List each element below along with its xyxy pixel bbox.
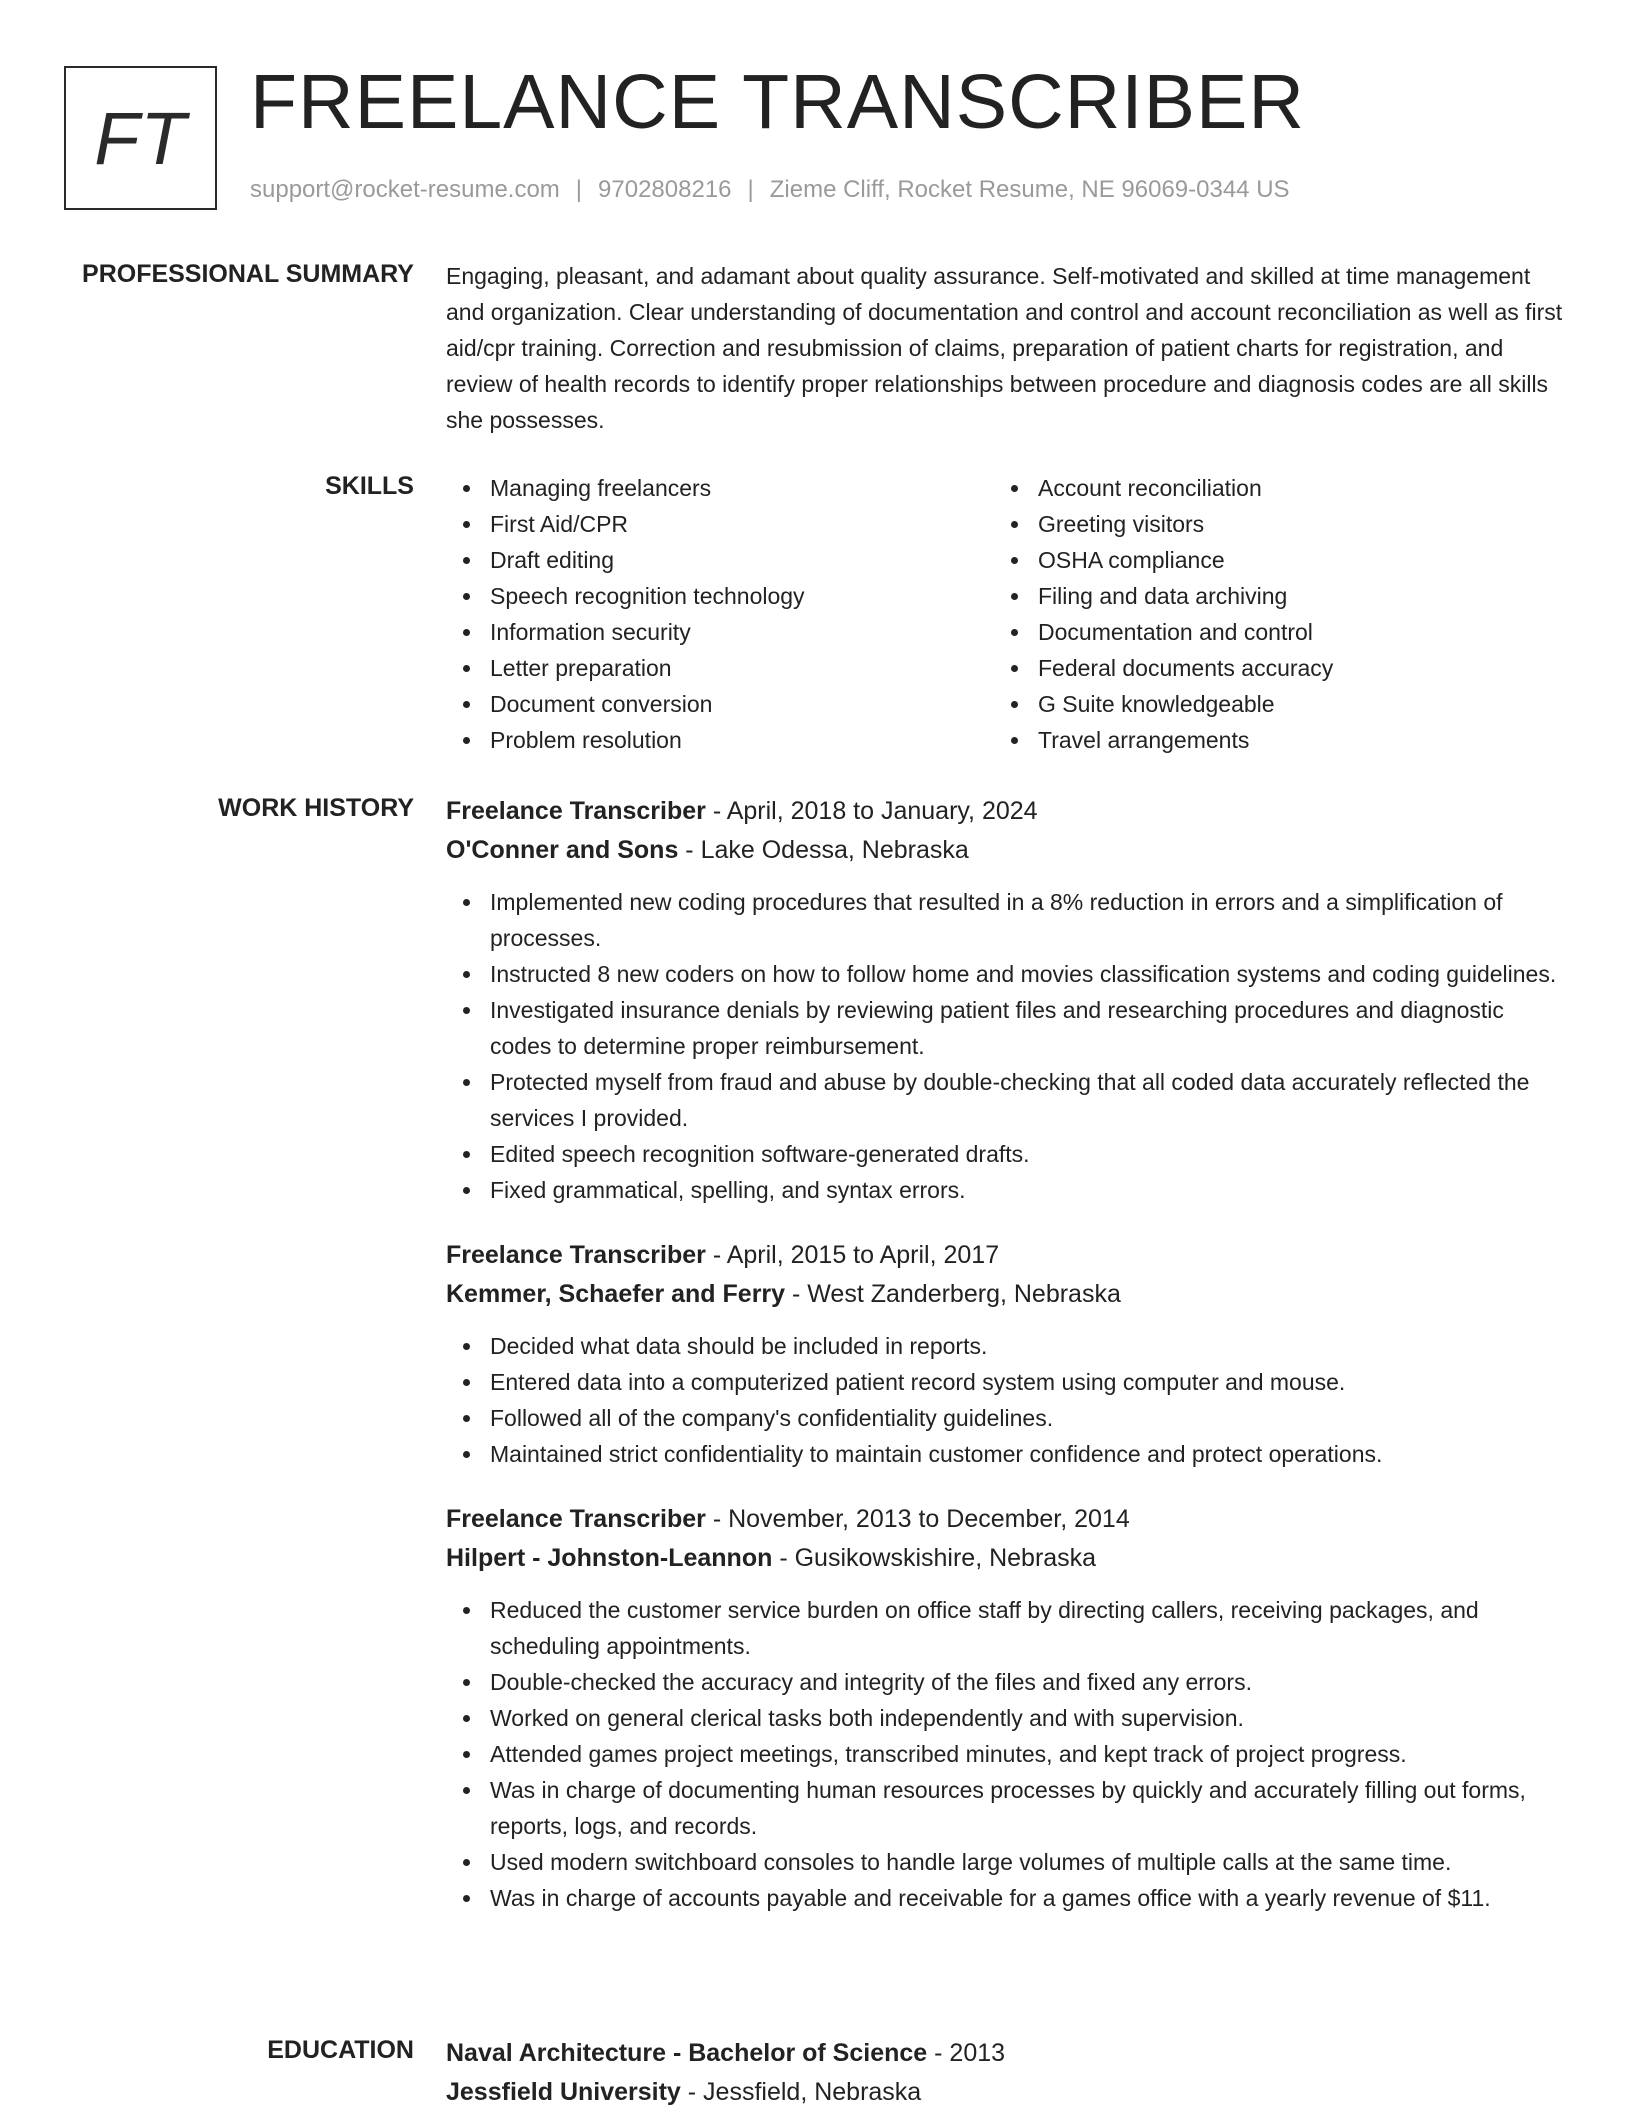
job-bullet: Investigated insurance denials by reviewing patient files and researching procedures and diagnostic codes to determine proper reimbursement. [446,992,1564,1064]
work-history-body [446,792,1564,1916]
job-location: - West Zanderberg, Nebraska [785,1280,1121,1308]
skill-item: Filing and data archiving [994,578,1542,614]
job-company: Hilpert - Johnston-Leannon [446,1544,773,1572]
section-heading-skills: SKILLS [325,472,414,500]
skill-item: Speech recognition technology [446,578,994,614]
contact-phone: 9702808216 [598,176,732,203]
section-heading-summary: PROFESSIONAL SUMMARY [82,260,414,288]
job-bullet: Worked on general clerical tasks both independently and with supervision. [446,1700,1564,1736]
skill-item: Draft editing [446,542,994,578]
job-bullet: Was in charge of documenting human resources processes by quickly and accurately filling out forms, reports, logs, and records. [446,1772,1564,1844]
skill-item: Federal documents accuracy [994,650,1542,686]
job-bullet: Entered data into a computerized patient record system using computer and mouse. [446,1364,1564,1400]
job-bullet: Protected myself from fraud and abuse by double-checking that all coded data accurately reflected the services I provided. [446,1064,1564,1136]
contact-line [250,176,1290,204]
job-bullet: Was in charge of accounts payable and receivable for a games office with a yearly revenue of $11. [446,1880,1564,1916]
job-company-line [446,1275,1564,1314]
skills-column-right [994,470,1542,758]
skill-item: Documentation and control [994,614,1542,650]
degree: Naval Architecture - Bachelor of Science [446,2039,928,2067]
job-title-line [446,1500,1564,1539]
school-name: Jessfield University [446,2078,681,2106]
job-bullet: Attended games project meetings, transcribed minutes, and kept track of project progress. [446,1736,1564,1772]
skills-column-left [446,470,994,758]
job-dates: - November, 2013 to December, 2014 [705,1505,1130,1533]
job-bullet: Fixed grammatical, spelling, and syntax errors. [446,1172,1564,1208]
job-bullet: Instructed 8 new coders on how to follow home and movies classification systems and coding guidelines. [446,956,1564,992]
skill-item: Problem resolution [446,722,994,758]
school-line [446,2073,1564,2112]
monogram-box [64,66,217,210]
section-heading-education: EDUCATION [267,2036,414,2064]
job-bullet: Edited speech recognition software-generated drafts. [446,1136,1564,1172]
job-location: - Gusikowskishire, Nebraska [772,1544,1097,1572]
job-bullet: Decided what data should be included in reports. [446,1328,1564,1364]
contact-separator: | [575,176,583,203]
job-entry [446,1500,1564,1916]
education-body [446,2034,1564,2112]
job-dates: - April, 2015 to April, 2017 [705,1241,1000,1269]
job-location: - Lake Odessa, Nebraska [678,836,969,864]
job-bullets [446,1592,1564,1916]
job-bullet: Maintained strict confidentiality to maintain customer confidence and protect operations. [446,1436,1564,1472]
contact-separator: | [747,176,754,203]
skill-item: First Aid/CPR [446,506,994,542]
degree-line [446,2034,1564,2073]
job-title-line [446,1236,1564,1275]
job-bullet: Followed all of the company's confidentiality guidelines. [446,1400,1564,1436]
summary-text: Engaging, pleasant, and adamant about quality assurance. Self-motivated and skilled at time management and organization. Clear understanding of documentation and control and account reconciliation as well as first aid/cpr training. Correction and resubmission of claims, preparation of patient charts for registration, and review of health records to identify proper relationships between procedure and diagnosis codes are all skills she possesses. [446,263,1563,433]
contact-address: Zieme Cliff, Rocket Resume, NE 96069-0344 US [769,176,1290,203]
job-bullet: Implemented new coding procedures that resulted in a 8% reduction in errors and a simplification of processes. [446,884,1564,956]
skills-grid [446,470,1564,758]
job-entry [446,1236,1564,1472]
job-title: Freelance Transcriber [446,797,706,825]
job-title-line [446,792,1564,831]
skill-item: Managing freelancers [446,470,994,506]
job-dates: - April, 2018 to January, 2024 [705,797,1038,825]
job-bullets [446,1328,1564,1472]
skill-item: Letter preparation [446,650,994,686]
skill-item: Greeting visitors [994,506,1542,542]
job-company: Kemmer, Schaefer and Ferry [446,1280,786,1308]
job-title: Freelance Transcriber [446,1505,706,1533]
resume-name: FREELANCE TRANSCRIBER [250,59,1306,145]
graduation-year: - 2013 [927,2039,1006,2067]
job-company-line [446,1539,1564,1578]
contact-email: support@rocket-resume.com [250,176,560,203]
job-bullet: Used modern switchboard consoles to handle large volumes of multiple calls at the same time. [446,1844,1564,1880]
skill-item: Account reconciliation [994,470,1542,506]
skill-item: Document conversion [446,686,994,722]
skill-item: Information security [446,614,994,650]
job-bullets [446,884,1564,1208]
job-entry [446,792,1564,1208]
school-location: - Jessfield, Nebraska [680,2078,922,2106]
job-bullet: Reduced the customer service burden on office staff by directing callers, receiving packages, and scheduling appointments. [446,1592,1564,1664]
section-heading-work-history: WORK HISTORY [218,794,414,822]
job-title: Freelance Transcriber [446,1241,706,1269]
skill-item: G Suite knowledgeable [994,686,1542,722]
job-bullet: Double-checked the accuracy and integrity of the files and fixed any errors. [446,1664,1564,1700]
job-company-line [446,831,1564,870]
monogram-initials: FT [94,96,187,180]
skill-item: OSHA compliance [994,542,1542,578]
skill-item: Travel arrangements [994,722,1542,758]
job-company: O'Conner and Sons [446,836,679,864]
